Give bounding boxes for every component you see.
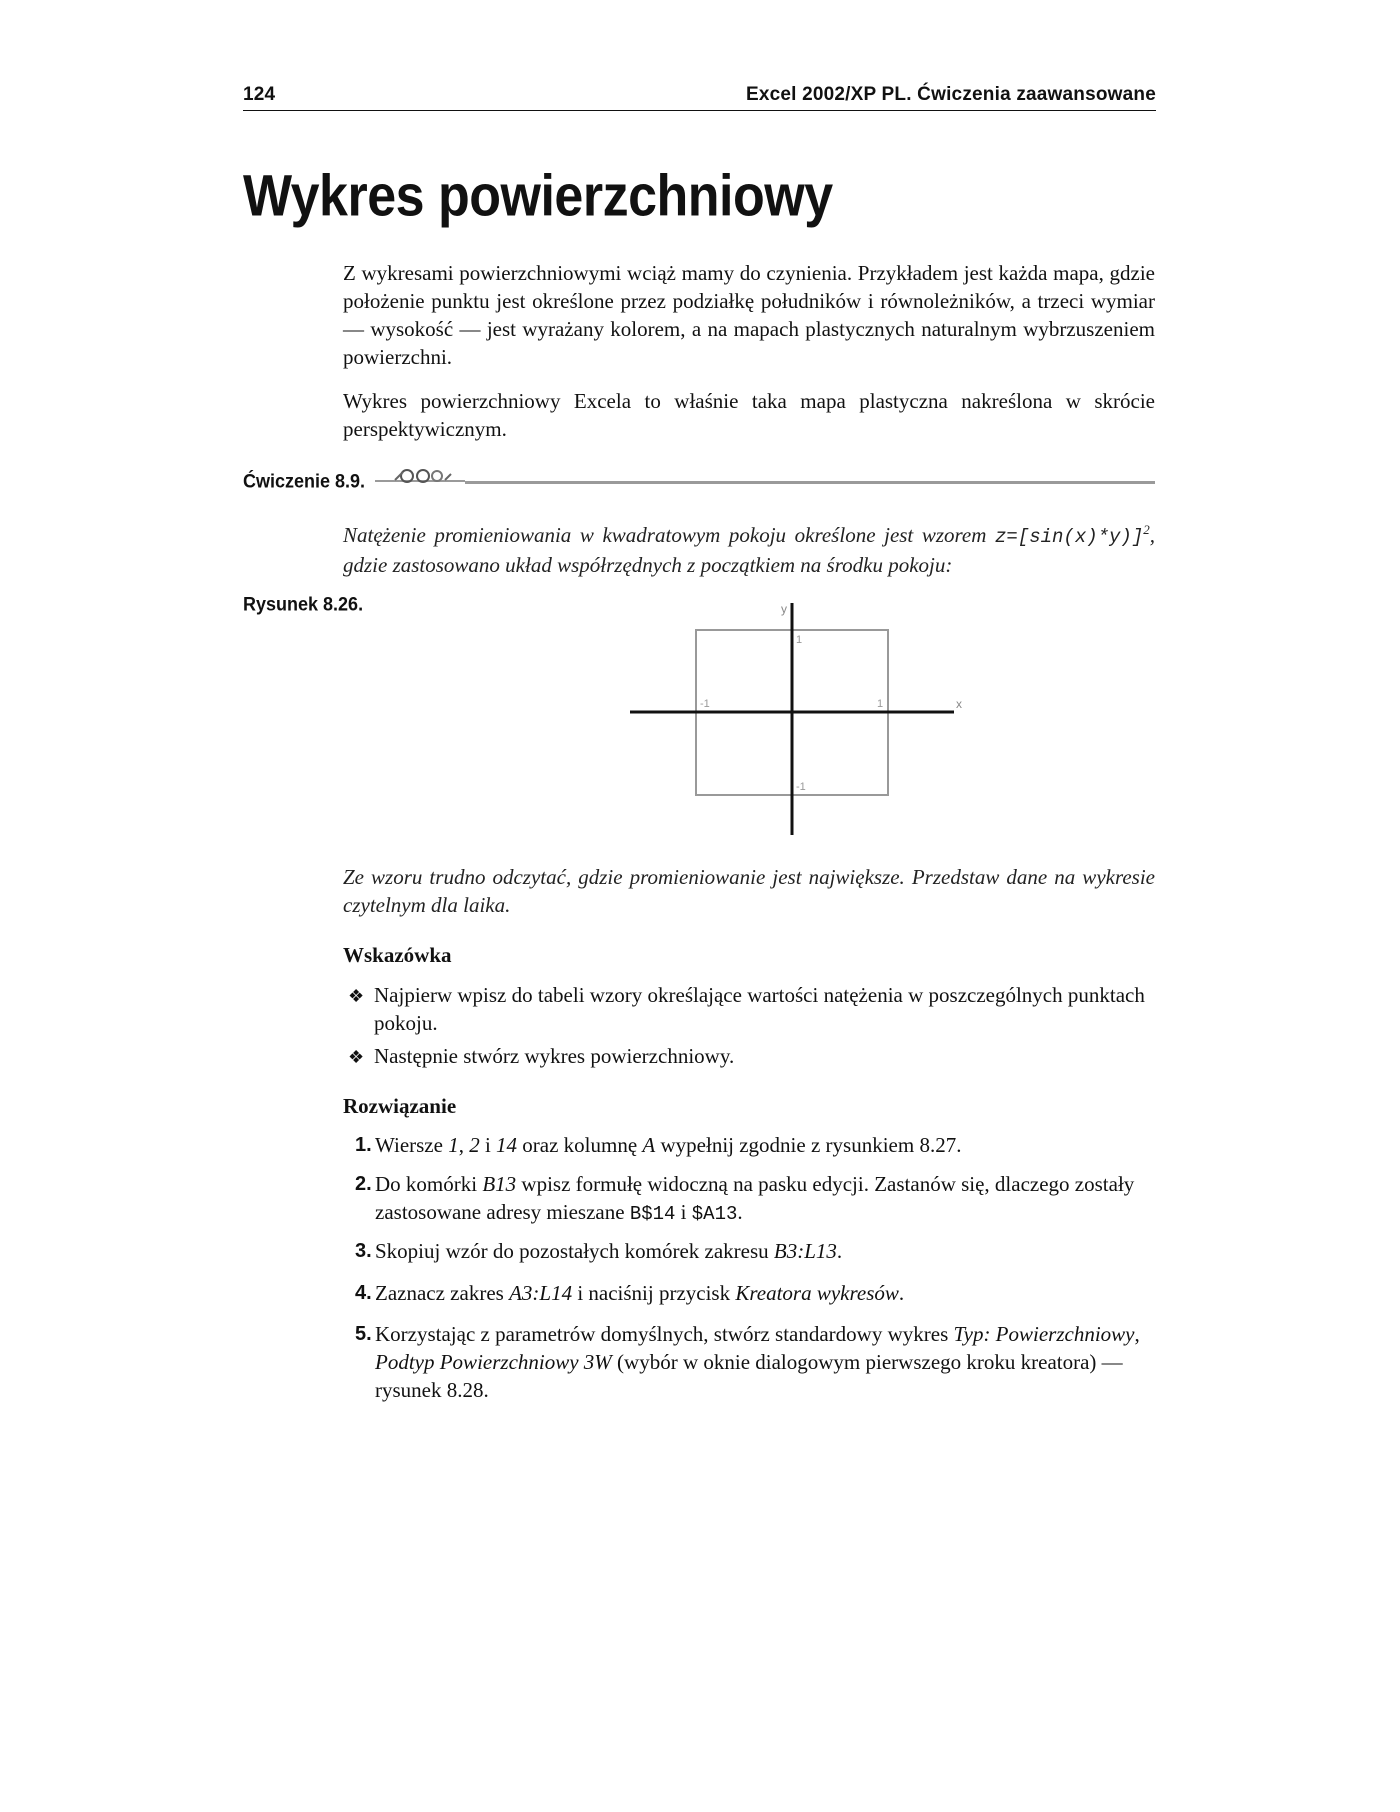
step-text: Do komórki B13 wpisz formułę widoczną na pasku edycji. Zastanów się, dlaczego zostały zastosowane adresy mieszane B$14 i $A13. xyxy=(375,1172,1135,1225)
solution-step xyxy=(355,1279,1155,1307)
axis-label-y: y xyxy=(781,602,787,616)
tick-label-left: -1 xyxy=(700,698,710,710)
task-text: Ze wzoru trudno odczytać, gdzie promieniowanie jest największe. Przedstaw dane na wykresie czytelnym dla laika. xyxy=(343,865,1155,917)
exercise-rule xyxy=(465,481,1155,484)
page-number: 124 xyxy=(243,84,276,105)
difficulty-icon xyxy=(375,466,465,488)
intro-paragraph: Wykres powierzchniowy Excela to właśnie taka mapa plastyczna nakreślona w skrócie perspektywicznym. xyxy=(343,389,1155,441)
section-title: Wykres powierzchniowy xyxy=(243,164,833,230)
hint-item-text: Następnie stwórz wykres powierzchniowy. xyxy=(374,1044,735,1068)
step-number: 4. xyxy=(355,1282,372,1304)
step-number: 5. xyxy=(355,1323,372,1345)
hint-item-text: Najpierw wpisz do tabeli wzory określające wartości natężenia w poszczególnych punktach pokoju. xyxy=(374,983,1145,1035)
exercise-formula: z=[sin(x)*y)] xyxy=(995,526,1144,548)
solution-step xyxy=(355,1131,1155,1159)
coordinate-figure xyxy=(630,595,970,840)
solution-step xyxy=(355,1237,1155,1265)
tick-label-top: 1 xyxy=(796,634,803,646)
formula-exponent: 2 xyxy=(1143,522,1150,537)
header-rule xyxy=(243,110,1156,111)
hint-item xyxy=(348,1042,1148,1070)
bullet-icon: ❖ xyxy=(348,986,365,1006)
exercise-label: Ćwiczenie 8.9. xyxy=(243,470,366,492)
exercise-text xyxy=(343,516,1155,579)
exercise-text-before: Natężenie promieniowania w kwadratowym pokoju określone jest wzorem xyxy=(343,523,996,547)
bullet-icon: ❖ xyxy=(348,1047,365,1067)
running-title: Excel 2002/XP PL. Ćwiczenia zaawansowane xyxy=(745,84,1156,105)
exercise-text-after: , gdzie zastosowano układ współrzędnych z początkiem na środku pokoju: xyxy=(343,523,1155,577)
tick-label-bottom: -1 xyxy=(796,781,806,793)
solution-step xyxy=(355,1170,1155,1228)
step-text: Zaznacz zakres A3:L14 i naciśnij przycisk Kreatora wykresów. xyxy=(375,1281,905,1305)
solution-heading: Rozwiązanie xyxy=(343,1094,457,1118)
step-number: 1. xyxy=(355,1134,372,1156)
hint-item xyxy=(348,981,1148,1037)
figure-label: Rysunek 8.26. xyxy=(243,593,364,615)
intro-paragraph: Z wykresami powierzchniowymi wciąż mamy do czynienia. Przykładem jest każda mapa, gdzie położenie punktu jest określone przez podziałkę południków i równoleżników, a trzeci wymiar — wysokość — jest wyrażany kolorem, a na mapach plastycznych naturalnym wybrzuszeniem powierzchni. xyxy=(343,261,1155,369)
step-number: 3. xyxy=(355,1240,372,1262)
step-number: 2. xyxy=(355,1173,372,1195)
tick-label-right: 1 xyxy=(877,698,884,710)
hint-heading: Wskazówka xyxy=(343,943,452,967)
step-text: Korzystając z parametrów domyślnych, stwórz standardowy wykres Typ: Powierzchniowy, Podtyp Powierzchniowy 3W (wybór w oknie dialogowym pierwszego kroku kreatora) — rysunek 8.28. xyxy=(375,1322,1140,1402)
step-text: Wiersze 1, 2 i 14 oraz kolumnę A wypełnij zgodnie z rysunkiem 8.27. xyxy=(375,1133,962,1157)
step-text: Skopiuj wzór do pozostałych komórek zakresu B3:L13. xyxy=(375,1239,843,1263)
axis-label-x: x xyxy=(956,697,962,711)
solution-step xyxy=(355,1320,1155,1404)
